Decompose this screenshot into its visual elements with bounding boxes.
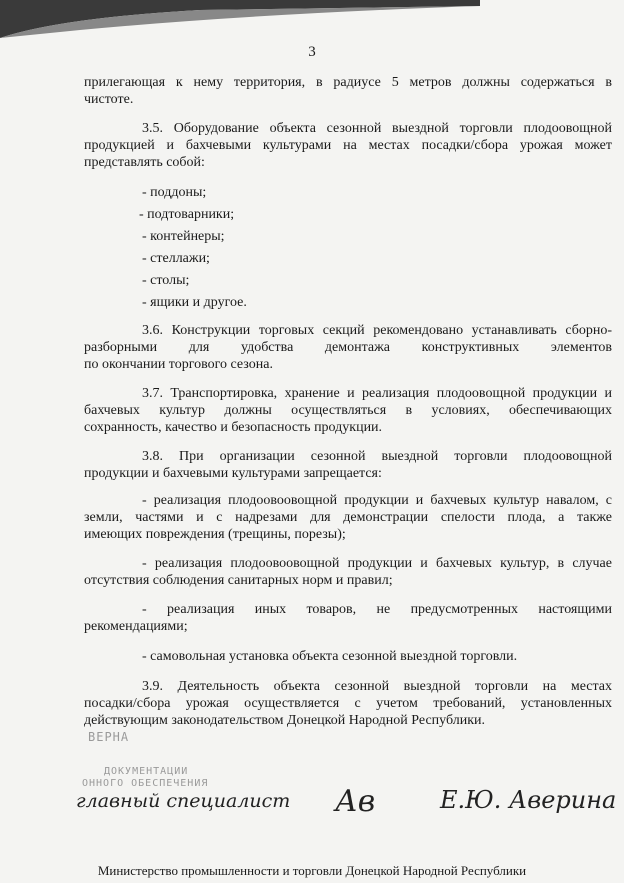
paragraph-continuation [84, 74, 612, 108]
handwritten-name: Е.Ю. Аверина [440, 786, 617, 814]
stamp-text: ВЕРНА [88, 730, 130, 744]
text-line: сохранность, качество и безопасность продукции. [84, 420, 383, 435]
text-line: разборными для удобства демонтажа конструктивных элементов [84, 340, 612, 355]
text-line: продукцией и бахчевыми культурами на местах посадки/сбора урожая может [84, 138, 612, 153]
paragraph-3-8 [84, 448, 612, 482]
text-line: земли, частями и с надрезами для демонстрации спелости плода, а также [84, 510, 612, 525]
text-line: рекомендациями; [84, 619, 188, 634]
text-line: представлять собой: [84, 155, 205, 170]
text-line: посадки/сбора урожая осуществляется с учетом требований, установленных [84, 696, 612, 711]
list-item: - подтоварники; [139, 207, 235, 222]
text-line: 3.6. Конструкции торговых секций рекомендовано устанавливать сборно- [142, 323, 612, 338]
list-item: - стеллажи; [142, 251, 210, 266]
text-line: отсутствия соблюдения санитарных норм и правил; [84, 573, 393, 588]
list-item: - ящики и другое. [142, 295, 247, 310]
list-item: - столы; [142, 273, 190, 288]
text-line: по окончании торгового сезона. [84, 357, 273, 372]
text-line: - реализация плодоовоовощной продукции и бахчевых культур навалом, с [142, 493, 612, 508]
text-line: - реализация плодоовоовощной продукции и бахчевых культур, в случае [142, 556, 612, 571]
paragraph-3-5 [84, 120, 612, 171]
text-line: 3.7. Транспортировка, хранение и реализация плодоовощной продукции и [142, 386, 612, 401]
page-number: 3 [308, 44, 316, 60]
paragraph-3-8-item [84, 555, 612, 589]
text-line: прилегающая к нему территория, в радиусе 5 метров должны содержаться в [84, 75, 612, 90]
text-line: продукции и бахчевыми культурами запрещается: [84, 466, 382, 481]
text-line: имеющих повреждения (трещины, порезы); [84, 527, 346, 542]
text-line: чистоте. [84, 92, 134, 107]
text-line: 3.8. При организации сезонной выездной торговли плодоовощной [142, 449, 612, 464]
list-item: - контейнеры; [142, 229, 225, 244]
text-line: действующим законодательством Донецкой Народной Республики. [84, 713, 486, 728]
paragraph-3-6 [84, 322, 612, 373]
handwritten-position: главный специалист [76, 790, 291, 812]
signature: Ав [335, 784, 376, 819]
paragraph-3-8-item [84, 492, 612, 543]
text-line: - самовольная установка объекта сезонной выездной торговли. [142, 649, 518, 664]
paragraph-3-9 [84, 678, 612, 729]
text-line: бахчевых культур должны осуществляться в условиях, обеспечивающих [84, 403, 612, 418]
paragraph-3-7 [84, 385, 612, 436]
text-line: - реализация иных товаров, не предусмотренных настоящими [142, 602, 612, 617]
footer-organization: Министерство промышленности и торговли Донецкой Народной Республики [97, 863, 527, 878]
list-item: - поддоны; [142, 185, 207, 200]
text-line: 3.5. Оборудование объекта сезонной выездной торговли плодоовощной [142, 121, 612, 136]
paragraph-3-8-item [84, 601, 612, 635]
text-line: 3.9. Деятельность объекта сезонной выездной торговли на местах [142, 679, 612, 694]
stamp-text: ОННОГО ОБЕСПЕЧЕНИЯ [82, 778, 209, 789]
paragraph-3-8-item [84, 648, 612, 665]
stamp-text: ДОКУМЕНТАЦИИ [104, 766, 189, 777]
